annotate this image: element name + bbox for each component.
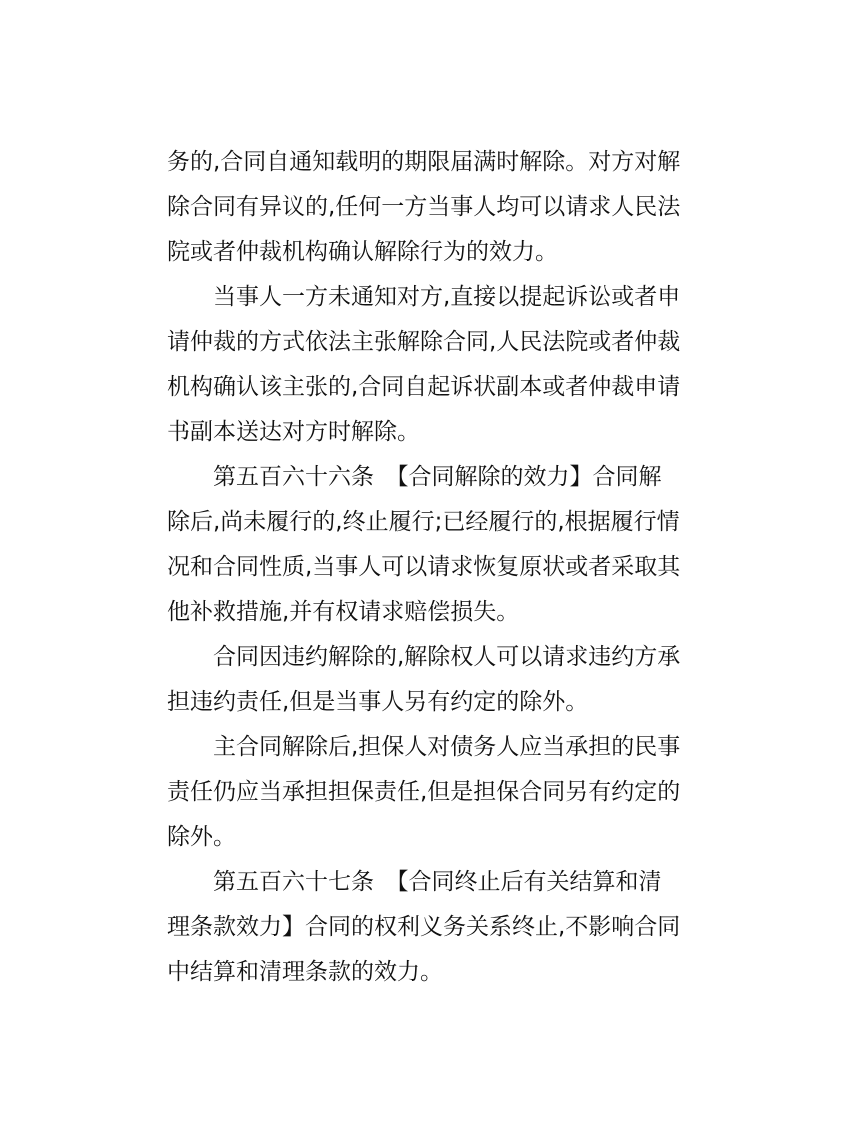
text-line: 请仲裁的方式依法主张解除合同,人民法院或者仲裁	[167, 329, 681, 355]
paragraph-first-line: 当事人一方未通知对方,直接以提起诉讼或者申	[213, 284, 681, 310]
text-line: 责任仍应当承担担保责任,但是担保合同另有约定的	[167, 779, 681, 805]
text-line: 院或者仲裁机构确认解除行为的效力。	[167, 239, 558, 265]
paragraph-first-line: 合同因违约解除的,解除权人可以请求违约方承	[213, 644, 681, 670]
text-line: 除后,尚未履行的,终止履行;已经履行的,根据履行情	[167, 509, 680, 535]
text-line: 书副本送达对方时解除。	[167, 419, 420, 445]
article-567-heading-line: 第五百六十七条 【合同终止后有关结算和清	[213, 869, 662, 895]
text-line: 务的,合同自通知载明的期限届满时解除。对方对解	[167, 149, 681, 175]
document-page	[167, 140, 693, 995]
text-line: 况和合同性质,当事人可以请求恢复原状或者采取其	[167, 554, 681, 580]
text-line: 机构确认该主张的,合同自起诉状副本或者仲裁申请	[167, 374, 681, 400]
text-line: 担违约责任,但是当事人另有约定的除外。	[167, 689, 589, 715]
article-566-heading-line: 第五百六十六条 【合同解除的效力】合同解	[213, 464, 662, 490]
text-line: 中结算和清理条款的效力。	[167, 959, 443, 985]
text-line: 除合同有异议的,任何一方当事人均可以请求人民法	[167, 194, 681, 220]
paragraph-first-line: 主合同解除后,担保人对债务人应当承担的民事	[213, 734, 681, 760]
text-line: 除外。	[167, 824, 236, 850]
text-line: 他补救措施,并有权请求赔偿损失。	[167, 599, 520, 625]
text-line: 理条款效力】合同的权利义务关系终止,不影响合同	[167, 914, 681, 940]
